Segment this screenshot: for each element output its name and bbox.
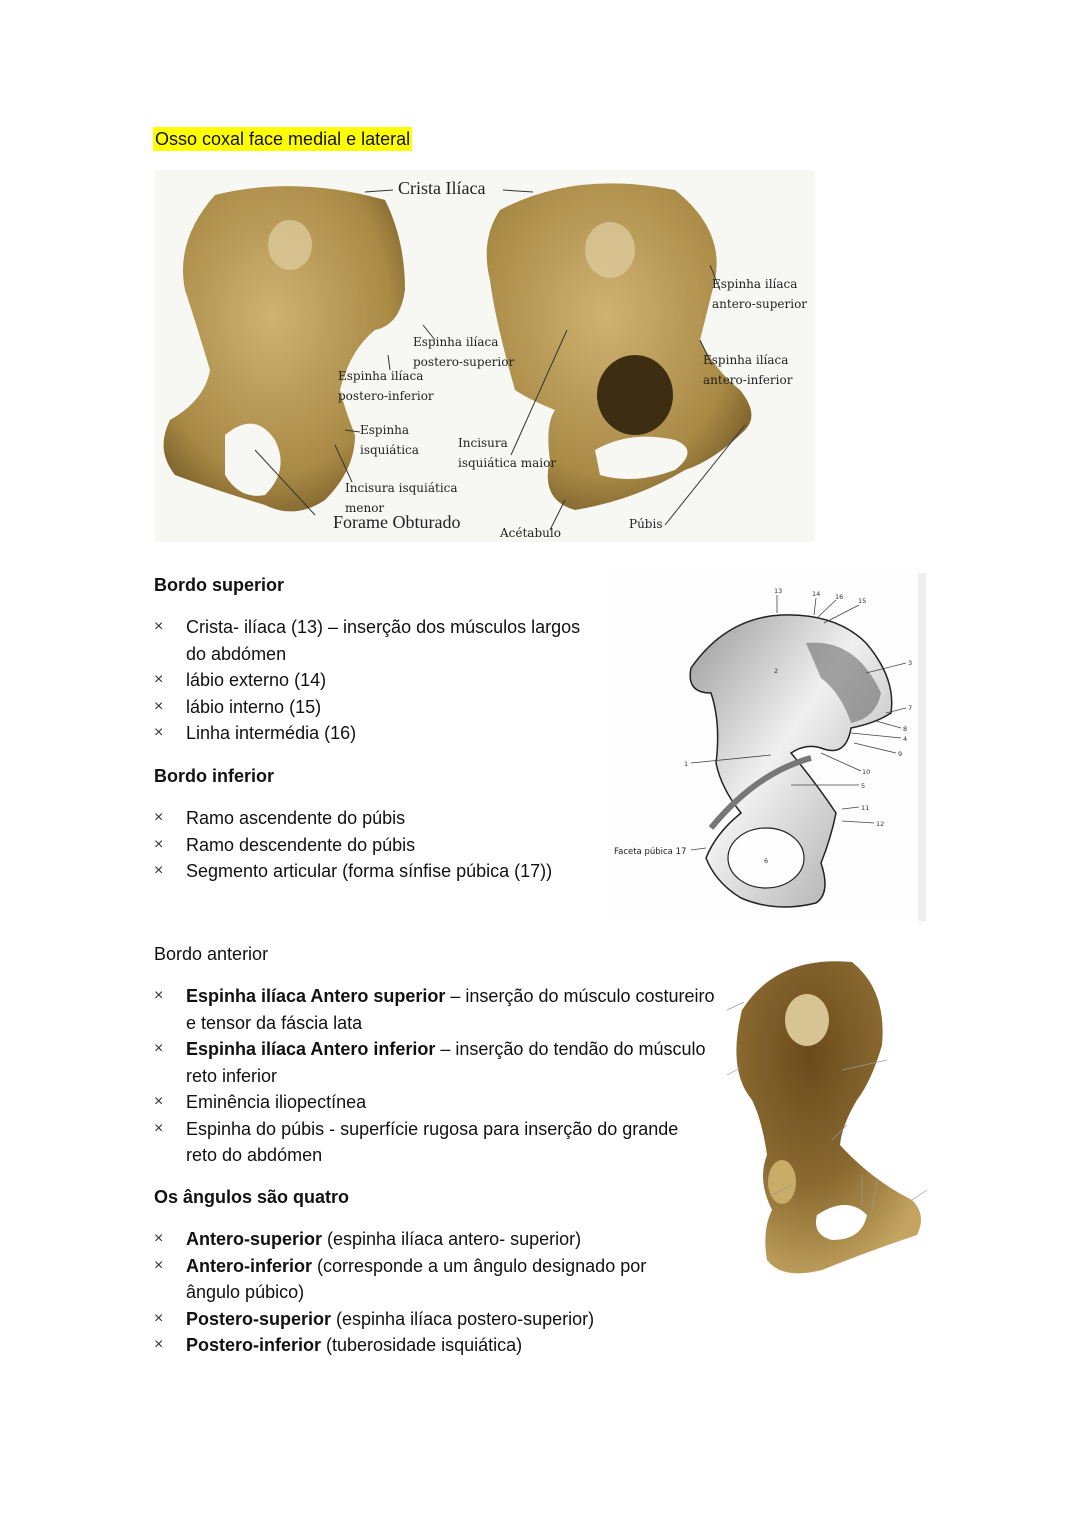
number-label: 13 [774,587,783,595]
heading-bordo-superior: Bordo superior [154,575,285,595]
label-crista-iliaca: Crista Ilíaca [398,178,486,198]
list-bordo-superior [154,614,614,747]
list-bordo-anterior [154,983,724,1169]
x-bullet-icon: × [154,809,164,826]
label-incisura-menor: Incisura isquiática [345,481,458,495]
number-label: 7 [908,704,913,712]
number-label: 1 [684,760,689,768]
x-bullet-icon: × [154,1256,164,1274]
page-title: Osso coxal face medial e lateral [155,129,411,149]
label-espinha-antero-inferior: Espinha ilíaca [703,353,789,367]
x-bullet-icon: × [154,862,164,879]
x-bullet-icon: × [154,987,164,1004]
hip-bone-photo-figure [722,950,930,1290]
list-item: × Espinha do púbis - superfície rugosa para inserção do grande reto do abdómen [154,1116,724,1169]
label-espinha-antero-superior-2: antero-superior [712,297,808,311]
label-espinha-postero-superior-2: postero-superior [413,355,515,369]
list-item: × Ramo descendente do púbis [154,832,614,859]
list-item: × Segmento articular (forma sínfise púbica (17)) [154,858,614,885]
x-bullet-icon: × [154,1230,164,1247]
list-item: × Eminência iliopectínea [154,1089,724,1116]
label-incisura-maior-2: isquiática maior [458,456,557,470]
list-bordo-inferior [154,805,614,885]
number-label: 9 [898,750,903,758]
number-label: 8 [903,725,908,733]
heading-bordo-inferior: Bordo inferior [154,766,274,786]
label-espinha-antero-inferior-2: antero-inferior [703,373,793,387]
number-label: 11 [861,804,870,812]
list-item: × Postero-inferior (tuberosidade isquiática) [154,1332,674,1359]
number-label: 6 [764,857,769,865]
list-item: × Antero-superior (espinha ilíaca antero- superior) [154,1226,674,1253]
x-bullet-icon: × [154,697,164,715]
label-incisura-menor-2: menor [345,501,385,515]
number-label: 4 [903,735,908,743]
label-espinha-postero-inferior: Espinha ilíaca [338,369,424,383]
label-pubis: Púbis [629,517,663,531]
x-bullet-icon: × [154,671,164,688]
hip-bone-line-drawing-figure [606,573,926,921]
x-bullet-icon: × [154,835,164,853]
list-item: × Espinha ilíaca Antero superior – inserção do músculo costureiro e tensor da fáscia lata [154,983,724,1036]
label-espinha-isquiatica-2: isquiática [360,443,419,457]
x-bullet-icon: × [154,1119,164,1137]
number-label: 3 [908,659,913,667]
number-label: 10 [862,768,871,776]
list-item: × Linha intermédia (16) [154,720,614,747]
label-incisura-maior: Incisura [458,436,508,450]
heading-angulos: Os ângulos são quatro [154,1187,350,1207]
number-label: 15 [858,597,867,605]
label-espinha-isquiatica: Espinha [360,423,410,437]
hip-bone-medial-lateral-figure [155,170,815,542]
list-angulos [154,1226,674,1359]
label-forame-obturado: Forame Obturado [333,512,461,532]
list-item: × Crista- ilíaca (13) – inserção dos músculos largos do abdómen [154,614,614,667]
list-item: × Postero-superior (espinha ilíaca postero-superior) [154,1306,674,1333]
number-label: 5 [861,782,866,790]
label-espinha-antero-superior: Espinha ilíaca [712,277,798,291]
list-item: × lábio interno (15) [154,694,614,721]
x-bullet-icon: × [154,724,164,741]
label-espinha-postero-inferior-2: postero-inferior [338,389,434,403]
x-bullet-icon: × [154,1336,164,1353]
number-label: 14 [812,590,821,598]
label-faceta-pubica: Faceta púbica 17 [614,847,687,857]
list-item: × Ramo ascendente do púbis [154,805,614,832]
list-item: × lábio externo (14) [154,667,614,694]
label-acetabulo: Acétabulo [500,526,561,540]
x-bullet-icon: × [154,1309,164,1327]
x-bullet-icon: × [154,1040,164,1057]
number-label: 12 [876,820,885,828]
number-label: 16 [835,593,844,601]
label-espinha-postero-superior: Espinha ilíaca [413,335,499,349]
heading-bordo-anterior: Bordo anterior [154,944,269,964]
x-bullet-icon: × [154,618,164,635]
x-bullet-icon: × [154,1093,164,1110]
list-item: × Antero-inferior (corresponde a um ângulo designado por ângulo púbico) [154,1253,674,1306]
list-item: × Espinha ilíaca Antero inferior – inserção do tendão do músculo reto inferior [154,1036,724,1089]
number-label: 2 [774,667,779,675]
